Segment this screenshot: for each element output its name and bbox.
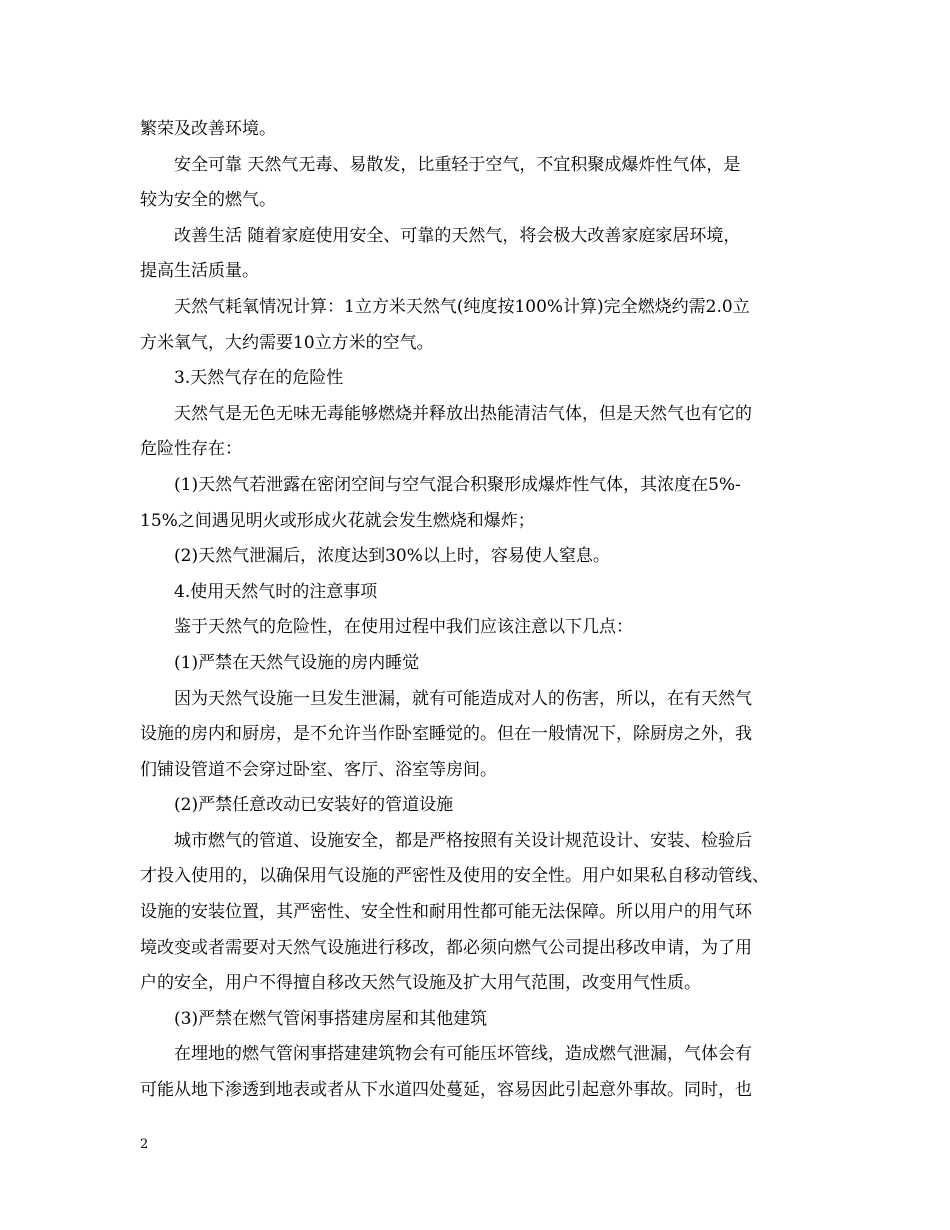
text-line: 天然气是无色无味无毒能够燃烧并释放出热能清洁气体，但是天然气也有它的 (174, 403, 752, 424)
text-line: 改善生活 随着家庭使用安全、可靠的天然气，将会极大改善家庭家居环境， (174, 225, 741, 246)
text-line: 在埋地的燃气管闲事搭建建筑物会有可能压坏管线，造成燃气泄漏，气体会有 (174, 1044, 752, 1065)
text-line: 城市燃气的管道、设施安全，都是严格按照有关设计规范设计、安装、检验后 (174, 830, 752, 851)
text-line: 较为安全的燃气。 (140, 190, 276, 211)
text-line: 可能从地下渗透到地表或者从下水道四处蔓延，容易因此引起意外事故。同时，也 (140, 1080, 752, 1101)
text-line: 3.天然气存在的危险性 (174, 368, 344, 389)
text-line: 们铺设管道不会穿过卧室、客厅、浴室等房间。 (140, 759, 497, 780)
text-line: 安全可靠 天然气无毒、易散发，比重轻于空气，不宜积聚成爆炸性气体，是 (174, 154, 741, 175)
document-body (140, 112, 816, 1109)
text-line: (3)严禁在燃气管闲事搭建房屋和其他建筑 (174, 1008, 488, 1029)
text-line: 提高生活质量。 (140, 261, 259, 282)
page-number: 2 (140, 1137, 149, 1152)
text-line: 方米氧气，大约需要10立方米的空气。 (140, 332, 434, 353)
text-line: 境改变或者需要对天然气设施进行移改，都必须向燃气公司提出移改申请，为了用 (140, 937, 752, 958)
text-line: 设施的房内和厨房，是不允许当作卧室睡觉的。但在一般情况下，除厨房之外，我 (140, 724, 752, 745)
text-line: (1)严禁在天然气设施的房内睡觉 (174, 652, 420, 673)
text-line: (1)天然气若泄露在密闭空间与空气混合积聚形成爆炸性气体，其浓度在5%- (174, 474, 741, 495)
text-line: (2)天然气泄漏后，浓度达到30%以上时，容易使人窒息。 (174, 546, 610, 567)
text-line: 鉴于天然气的危险性，在使用过程中我们应该注意以下几点： (174, 617, 633, 638)
text-line: 4.使用天然气时的注意事项 (174, 581, 378, 602)
text-line: 繁荣及改善环境。 (140, 119, 276, 139)
text-line: 设施的安装位置，其严密性、安全性和耐用性都可能无法保障。所以用户的用气环 (140, 902, 752, 923)
text-line: (2)严禁任意改动已安装好的管道设施 (174, 795, 454, 816)
text-line: 危险性存在： (140, 439, 242, 460)
text-line: 才投入使用的，以确保用气设施的严密性及使用的安全性。用户如果私自移动管线、 (140, 866, 769, 887)
text-line: 户的安全，用户不得擅自移改天然气设施及扩大用气范围，改变用气性质。 (140, 973, 701, 994)
text-line: 15%之间遇见明火或形成火花就会发生燃烧和爆炸； (140, 510, 535, 531)
text-line: 因为天然气设施一旦发生泄漏，就有可能造成对人的伤害，所以，在有天然气 (174, 688, 752, 709)
text-line: 天然气耗氧情况计算：1立方米天然气(纯度按100%计算)完全燃烧约需2.0立 (174, 296, 750, 317)
